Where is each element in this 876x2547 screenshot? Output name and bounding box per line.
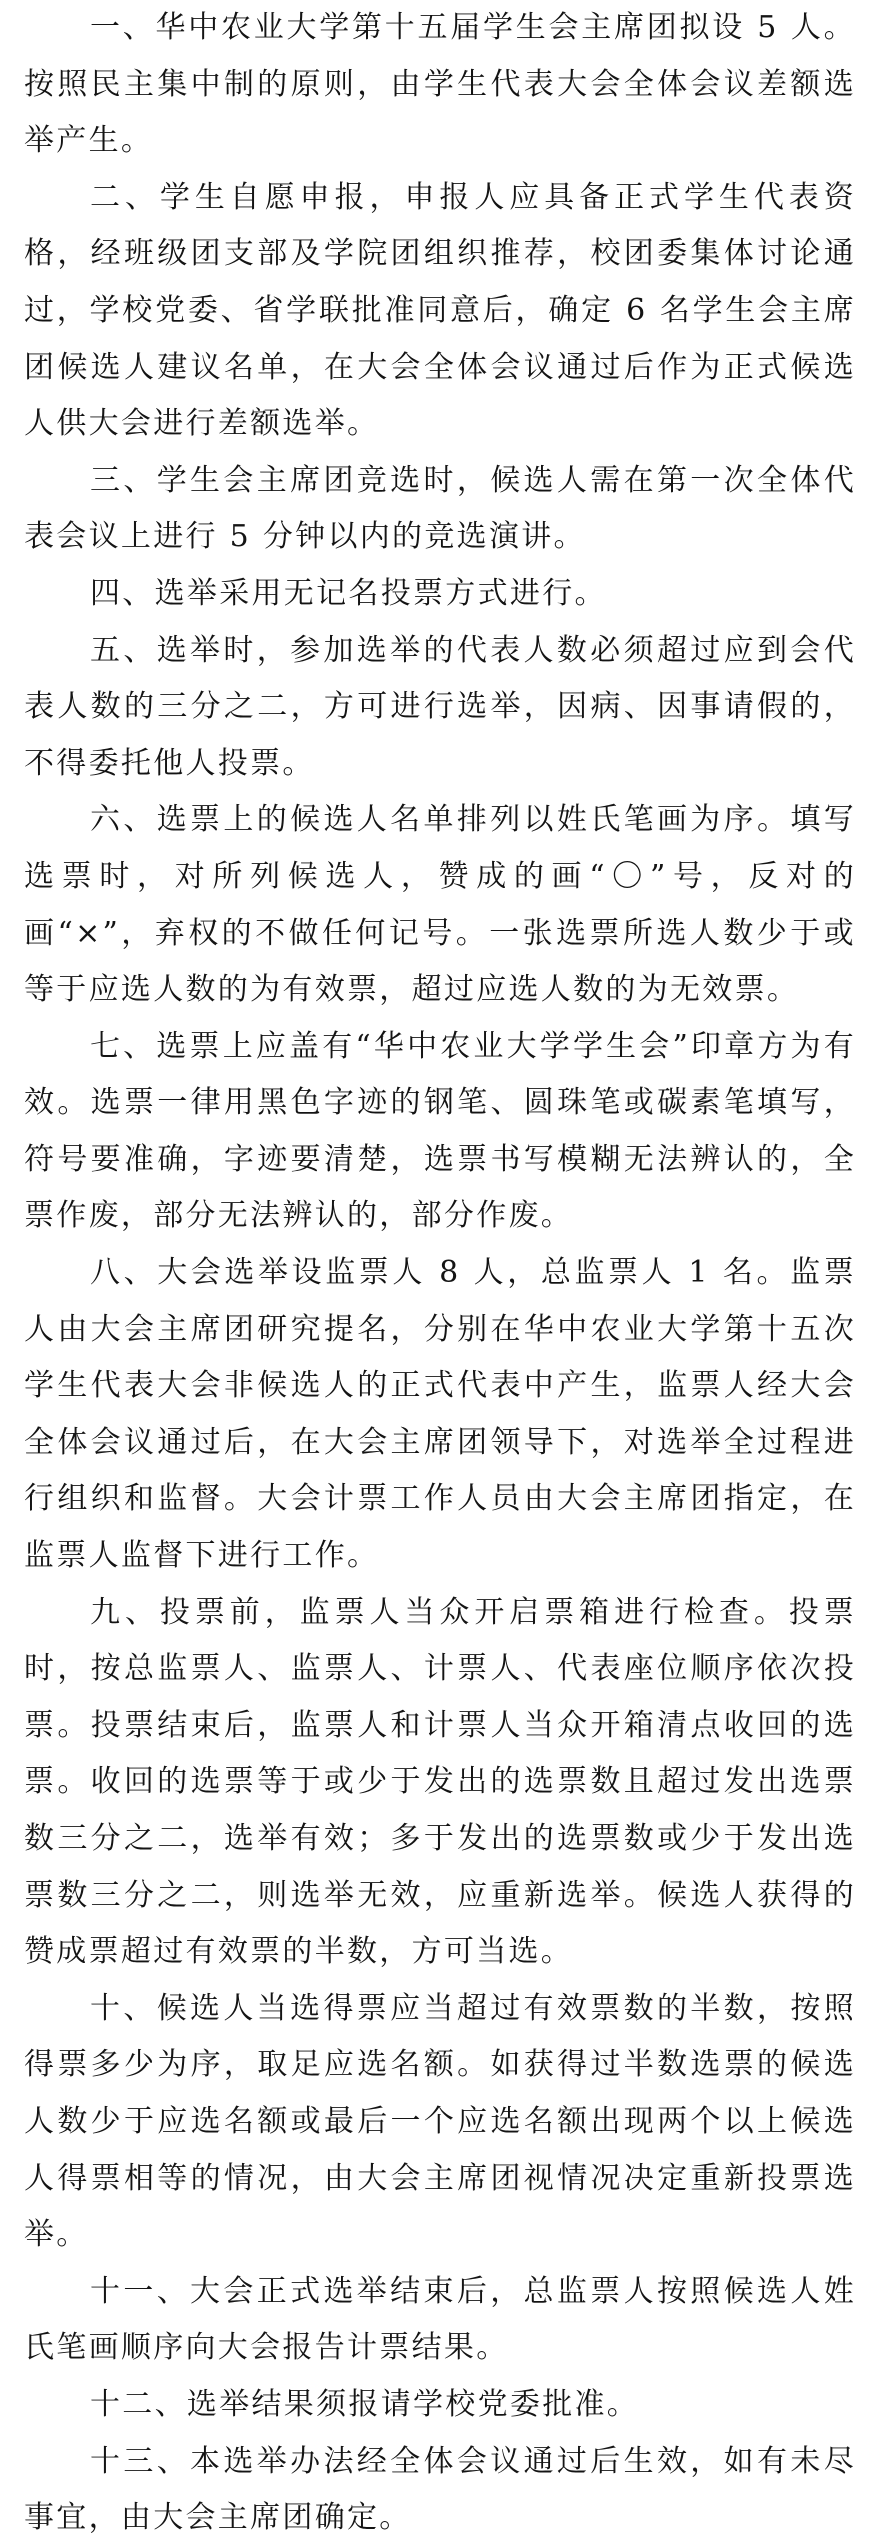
article-5: 五、选举时，参加选举的代表人数必须超过应到会代表人数的三分之二，方可进行选举，因病、因事请假的，不得委托他人投票。 — [24, 632, 856, 781]
article-12: 十二、选举结果须报请学校党委批准。 — [90, 2386, 640, 2422]
article-7: 七、选票上应盖有“华中农业大学学生会”印章方为有效。选票一律用黑色字迹的钢笔、圆珠笔或碳素笔填写，符号要准确，字迹要清楚，选票书写模糊无法辨认的，全票作废，部分无法辨认的，部分作废。 — [24, 1028, 856, 1234]
article-10: 十、候选人当选得票应当超过有效票数的半数，按照得票多少为序，取足应选名额。如获得过半数选票的候选人数少于应选名额或最后一个应选名额出现两个以上候选人得票相等的情况，由大会主席团视情况决定重新投票选举。 — [24, 1990, 856, 2253]
article-8: 八、大会选举设监票人 8 人，总监票人 1 名。监票人由大会主席团研究提名，分别在华中农业大学第十五次学生代表大会非候选人的正式代表中产生，监票人经大会全体会议通过后，在大会主席团领导下，对选举全过程进行组织和监督。大会计票工作人员由大会主席团指定，在监票人监督下进行工作。 — [24, 1255, 856, 1574]
article-3: 三、学生会主席团竞选时，候选人需在第一次全体代表会议上进行 5 分钟以内的竞选演讲。 — [24, 462, 856, 555]
article-6: 六、选票上的候选人名单排列以姓氏笔画为序。填写选票时，对所列候选人，赞成的画“〇”号，反对的画“×”，弃权的不做任何记号。一张选票所选人数少于或等于应选人数的为有效票，超过应选人数的为无效票。 — [24, 802, 856, 1008]
article-11: 十一、大会正式选举结束后，总监票人按照候选人姓氏笔画顺序向大会报告计票结果。 — [24, 2273, 856, 2366]
article-2: 二、学生自愿申报，申报人应具备正式学生代表资格，经班级团支部及学院团组织推荐，校团委集体讨论通过，学校党委、省学联批准同意后，确定 6 名学生会主席团候选人建议名单，在大会全体会议通过后作为正式候选人供大会进行差额选举。 — [24, 179, 856, 442]
article-1: 一、华中农业大学第十五届学生会主席团拟设 5 人。按照民主集中制的原则，由学生代表大会全体会议差额选举产生。 — [24, 10, 856, 159]
document-body — [24, 0, 856, 2547]
article-9: 九、投票前，监票人当众开启票箱进行检查。投票时，按总监票人、监票人、计票人、代表座位顺序依次投票。投票结束后，监票人和计票人当众开箱清点收回的选票。收回的选票等于或少于发出的选票数且超过发出选票数三分之二，选举有效；多于发出的选票数或少于发出选票数三分之二，则选举无效，应重新选举。候选人获得的赞成票超过有效票的半数，方可当选。 — [24, 1594, 856, 1970]
article-13: 十三、本选举办法经全体会议通过后生效，如有未尽事宜，由大会主席团确定。 — [24, 2443, 856, 2536]
article-4: 四、选举采用无记名投票方式进行。 — [90, 575, 607, 611]
